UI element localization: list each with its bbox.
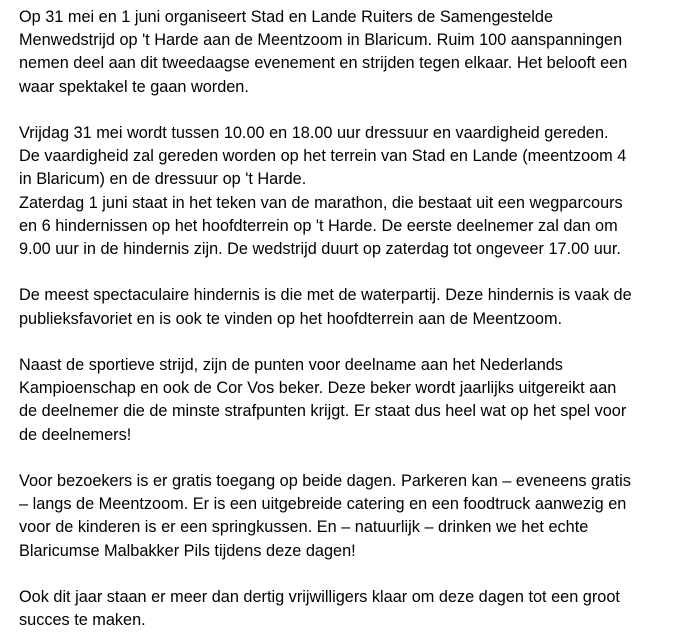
text-line: nemen deel aan dit tweedaagse evenement en strijden tegen elkaar. Het belooft een [19, 54, 628, 73]
text-line: 9.00 uur in de hindernis zijn. De wedstrijd duurt op zaterdag tot ongeveer 17.00 uur. [19, 240, 621, 259]
text-line: in Blaricum) en de dressuur op 't Harde. [19, 170, 307, 189]
article-body [19, 6, 691, 632]
text-line: Menwedstrijd op 't Harde aan de Meentzoom in Blaricum. Ruim 100 aanspanningen [19, 31, 623, 50]
text-line: en 6 hindernissen op het hoofdterrein op 't Harde. De eerste deelnemer zal dan om [19, 216, 618, 235]
text-line: Blaricumse Malbakker Pils tijdens deze dagen! [19, 541, 356, 560]
text-line: Zaterdag 1 juni staat in het teken van de marathon, die bestaat uit een wegparcours [19, 193, 623, 212]
text-line: Naast de sportieve strijd, zijn de punten voor deelname aan het Nederlands [19, 356, 563, 374]
paragraph-volunteers [19, 586, 691, 632]
paragraph-visitors [19, 470, 691, 563]
text-line: Kampioenschap en ook de Cor Vos beker. Deze beker wordt jaarlijks uitgereikt aan [19, 379, 617, 398]
text-line: voor de kinderen is er een springkussen. En – natuurlijk – drinken we het echte [19, 518, 589, 537]
text-line: Vrijdag 31 mei wordt tussen 10.00 en 18.00 uur dressuur en vaardigheid gereden. [19, 124, 609, 142]
text-line: Ook dit jaar staan er meer dan dertig vrijwilligers klaar om deze dagen tot een groot [19, 588, 620, 606]
text-line: waar spektakel te gaan worden. [19, 77, 249, 96]
text-line: – langs de Meentzoom. Er is een uitgebreide catering en een foodtruck aanwezig en [19, 495, 627, 514]
text-line: publieksfavoriet en is ook te vinden op het hoofdterrein aan de Meentzoom. [19, 309, 563, 328]
text-line: Op 31 mei en 1 juni organiseert Stad en Lande Ruiters de Samengestelde [19, 8, 554, 26]
paragraph-championship [19, 354, 691, 447]
paragraph-schedule [19, 122, 691, 261]
text-line: de deelnemers! [19, 425, 132, 444]
paragraph-intro [19, 6, 691, 99]
text-line: Voor bezoekers is er gratis toegang op beide dagen. Parkeren kan – eveneens gratis [19, 472, 631, 490]
paragraph-obstacle [19, 284, 691, 330]
text-line: de deelnemer die de minste strafpunten krijgt. Er staat dus heel wat op het spel voor [19, 402, 627, 421]
text-line: succes te maken. [19, 611, 146, 630]
text-line: De meest spectaculaire hindernis is die met de waterpartij. Deze hindernis is vaak de [19, 286, 632, 305]
text-line: De vaardigheid zal gereden worden op het terrein van Stad en Lande (meentzoom 4 [19, 147, 627, 166]
